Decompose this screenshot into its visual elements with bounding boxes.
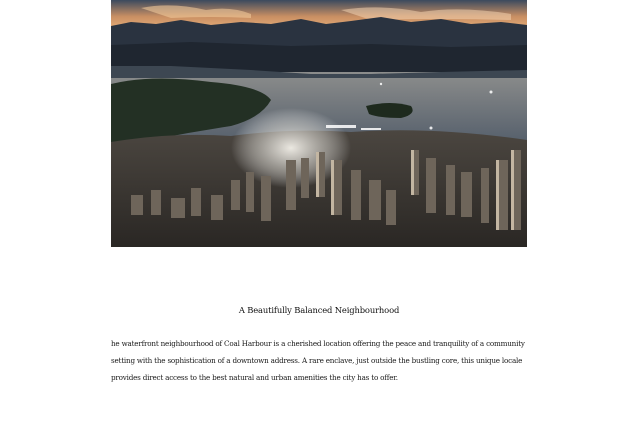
section-paragraph: he waterfront neighbourhood of Coal Harbour is a cherished location offering the peace and tranquility of a community setting with the sophistication of a downtown address. A rare enclave, just outside the bustling core, this unique locale provides direct access to the best natural and urban amenities the city has to offer. <box>111 339 525 382</box>
aerial-city-photo <box>111 0 527 247</box>
hero-image <box>111 0 527 247</box>
section-heading: A Beautifully Balanced Neighbourhood <box>238 305 400 315</box>
